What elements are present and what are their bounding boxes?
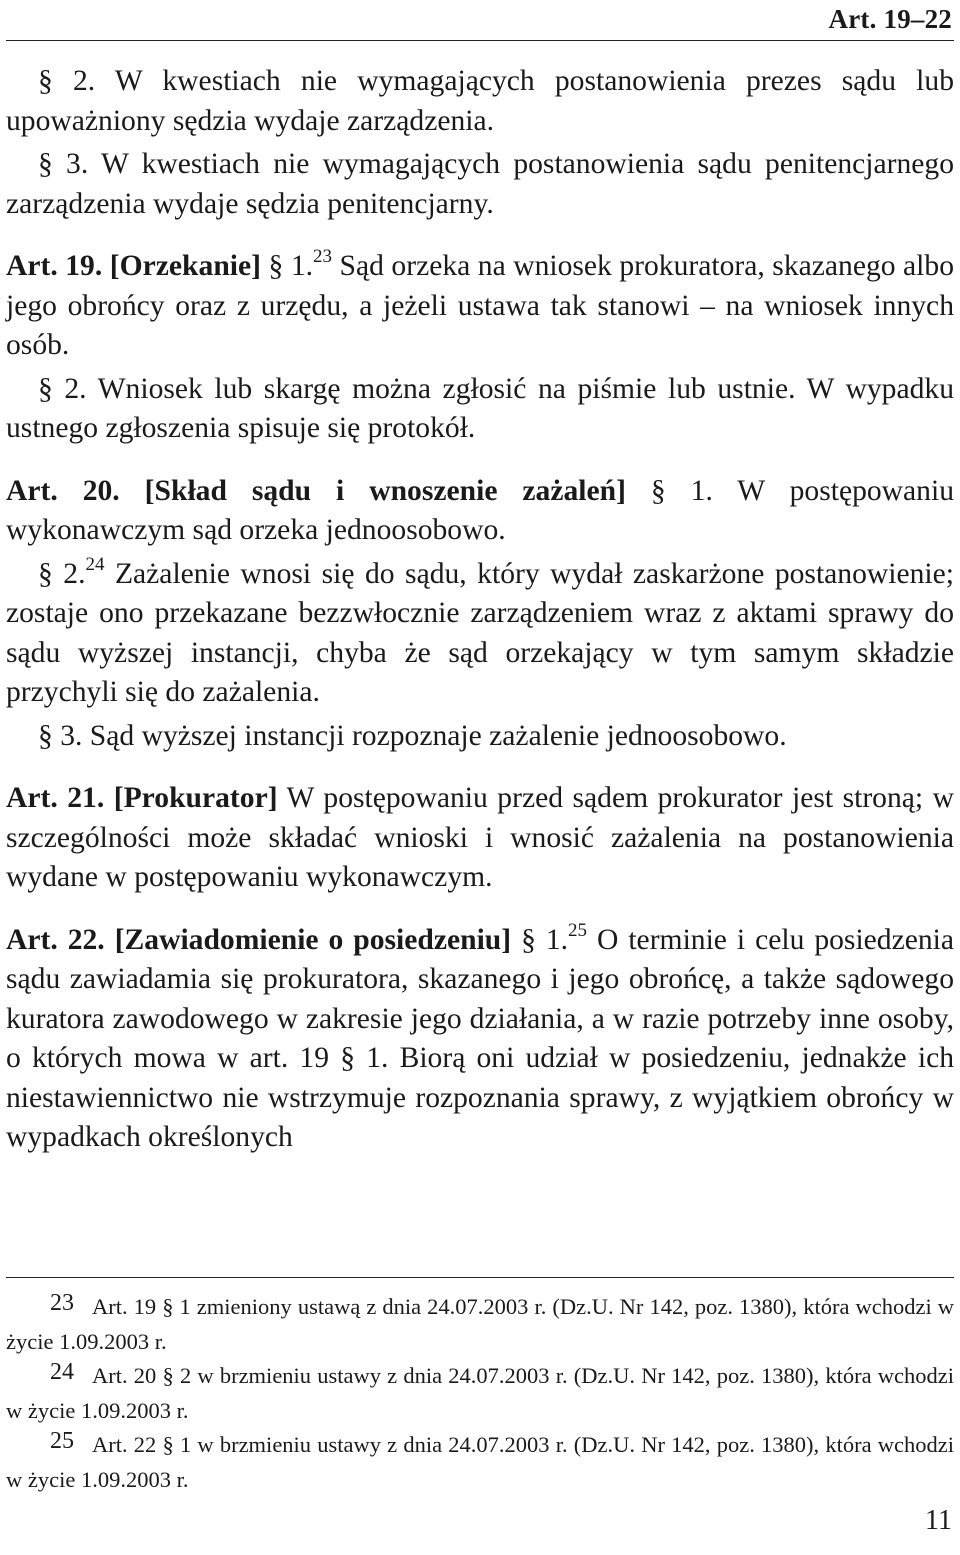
article-20-paragraph-2-text: Zażalenie wnosi się do sądu, który wydał zaskarżone postanowienie; zostaje ono przekazane bezzwłocznie zarządzeniem wraz z aktami sprawy do sądu wyższej instancji, chyba że sąd orzekający w tym samym składzie przychyli się do zażalenia. <box>6 557 955 708</box>
running-head: Art. 19–22 <box>828 4 952 34</box>
footnote-text: Art. 19 § 1 zmieniony ustawą z dnia 24.07.2003 r. (Dz.U. Nr 142, poz. 1380), która wchodzi w życie 1.09.2003 r. <box>6 1294 954 1354</box>
article-20 <box>6 472 954 551</box>
footnote-23 <box>6 1290 954 1359</box>
article-20-text: § 1. W postępowaniu wykonawczym sąd orzeka jednoosobowo. <box>6 474 954 546</box>
article-21-title: [Prokurator] <box>113 782 278 814</box>
footnote-text: Art. 22 § 1 w brzmieniu ustawy z dnia 24.07.2003 r. (Dz.U. Nr 142, poz. 1380), która wchodzi w życie 1.09.2003 r. <box>6 1432 954 1492</box>
article-19 <box>6 247 954 366</box>
body-text <box>6 62 954 1158</box>
article-20-label: Art. 20. <box>6 474 120 507</box>
article-21-label: Art. 21. <box>6 782 105 814</box>
paragraph-art18-2: § 2. W kwestiach nie wymagających postanowienia prezes sądu lub upoważniony sędzia wydaje zarządzenia. <box>6 65 954 137</box>
article-21-text: W postępowaniu przed sądem prokurator jest stroną; w szczególności może składać wnioski i wnosić zażalenia na postanowienia wydane w postępowaniu wykonawczym. <box>6 782 954 893</box>
article-22 <box>6 921 954 1158</box>
footnotes <box>6 1290 954 1497</box>
article-20-paragraph-2 <box>6 555 954 713</box>
article-19-label: Art. 19. <box>6 250 103 282</box>
footnote-rule <box>6 1277 954 1278</box>
article-19-text: Sąd orzeka na wniosek prokuratora, skazanego albo jego obrońcy oraz z urzędu, a jeżeli ustawa tak stanowi – na wniosek innych osób. <box>6 250 954 361</box>
article-20-title: [Skład sądu i wnoszenie zażaleń] <box>144 474 626 507</box>
footnote-mark: 23 <box>50 1290 74 1316</box>
footnote-ref-23: 23 <box>313 246 333 268</box>
article-22-label: Art. 22. <box>6 923 105 956</box>
footnote-24 <box>6 1359 954 1428</box>
header-rule <box>6 40 954 41</box>
footnote-mark: 25 <box>50 1428 74 1454</box>
article-20-section-2: § 2. <box>38 557 86 590</box>
article-19-section-1: § 1. <box>268 250 314 282</box>
article-20-paragraph-3: § 3. Sąd wyższej instancji rozpoznaje zażalenie jednoosobowo. <box>38 719 787 752</box>
article-19-title: [Orzekanie] <box>109 250 261 282</box>
page-number: 11 <box>925 1505 952 1536</box>
article-19-paragraph-2: § 2. Wniosek lub skargę można zgłosić na piśmie lub ustnie. W wypadku ustnego zgłoszenia spisuje się protokół. <box>6 372 954 444</box>
footnote-ref-25: 25 <box>568 919 588 941</box>
footnote-text: Art. 20 § 2 w brzmieniu ustawy z dnia 24.07.2003 r. (Dz.U. Nr 142, poz. 1380), która wchodzi w życie 1.09.2003 r. <box>6 1363 954 1423</box>
paragraph-art18-3: § 3. W kwestiach nie wymagających postanowienia sądu penitencjarnego zarządzenia wydaje sędzia penitencjarny. <box>6 148 954 220</box>
article-22-text: O terminie i celu posiedzenia sądu zawiadamia się prokuratora, skazanego i jego obrońcę, a także sądowego kuratora zawodowego w zakresie jego działania, a w razie potrzeby inne osoby, o których mowa w art. 19 § 1. Biorą oni udział w posiedzeniu, jednakże ich niestawiennictwo nie wstrzymuje rozpoznania sprawy, z wyjątkiem obrońcy w wypadkach określonych <box>6 923 955 1153</box>
article-22-title: [Zawiadomienie o posiedzeniu] <box>114 923 512 956</box>
article-21 <box>6 779 954 898</box>
footnote-ref-24: 24 <box>85 553 105 575</box>
article-22-section-1: § 1. <box>521 923 569 956</box>
footnote-25 <box>6 1428 954 1497</box>
footnote-mark: 24 <box>50 1359 74 1385</box>
